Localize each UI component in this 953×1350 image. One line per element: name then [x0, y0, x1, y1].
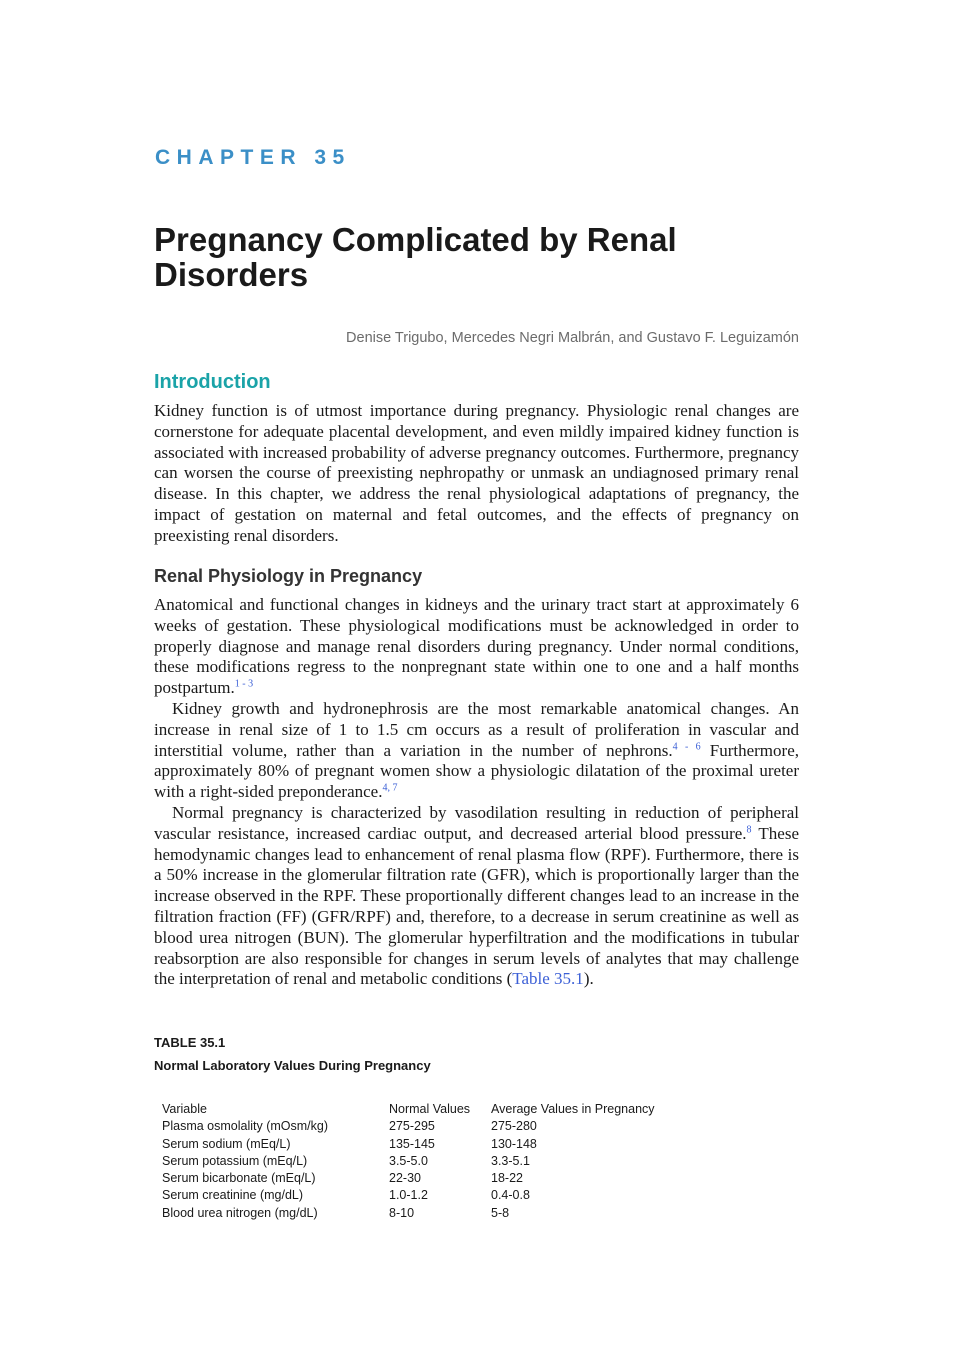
citation-link[interactable]: 1 - 3: [234, 678, 254, 690]
table-cell: 5-8: [491, 1205, 510, 1220]
introduction-heading: Introduction: [154, 371, 271, 393]
physiology-paragraph-1: [154, 595, 799, 699]
table-cell: Blood urea nitrogen (mg/dL): [162, 1205, 318, 1220]
authors-line: Denise Trigubo, Mercedes Negri Malbrán, and Gustavo F. Leguizamón: [346, 330, 799, 346]
introduction-paragraph: Kidney function is of utmost importance during pregnancy. Physiologic renal changes are cornerstone for adequate placental development, and even mildly impaired kidney function is associated with increased probability of adverse pregnancy outcomes. Furthermore, pregnancy can worsen the course of preexisting nephropathy or unmask an undiagnosed primary renal disease. In this chapter, we address the renal physiological adaptations of pregnancy, the impact of gestation on maternal and fetal outcomes, and the effects of pregnancy on preexisting renal disorders.: [154, 401, 799, 545]
table-cell: 8-10: [389, 1205, 415, 1220]
column-header: Normal Values: [389, 1102, 471, 1116]
table-cell: 135-145: [389, 1136, 435, 1151]
table-cell: Plasma osmolality (mOsm/kg): [162, 1119, 328, 1134]
paragraph-text: These hemodynamic changes lead to enhancement of renal plasma flow (RPF). Furthermore, there is a 50% increase in the glomerular filtration rate (GFR), which is proportionally larger than the increase observed in the RPF. These proportionally different changes lead to an increase in the filtration fraction (FF) (GFR/RPF) and, therefore, to a decrease in serum creatinine as well as blood urea nitrogen (BUN). The glomerular hyperfiltration and the modifications in tubular reabsorption are also responsible for changes in serum levels of analytes that may challenge the interpretation of renal and metabolic conditions (: [154, 823, 799, 989]
table-row: [162, 1206, 691, 1223]
physiology-paragraph-2: [154, 699, 799, 803]
table-header-row: [162, 1102, 691, 1119]
table-row: [162, 1119, 691, 1136]
table-cell: 22-30: [389, 1171, 421, 1186]
table-cell: Serum creatinine (mg/dL): [162, 1188, 304, 1203]
paragraph-text: Kidney growth and hydronephrosis are the most remarkable anatomical changes. An increase in renal size of 1 to 1.5 cm occurs as a result of proliferation in vascular and interstitial volume, rather than a variation in the number of nephrons.: [154, 699, 799, 760]
table-cell: Serum sodium (mEq/L): [162, 1136, 291, 1151]
table-cell: 3.5-5.0: [389, 1153, 428, 1168]
table-row: [162, 1171, 691, 1188]
paragraph-text: Anatomical and functional changes in kidneys and the urinary tract start at approximately 6 weeks of gestation. These physiological modifications must be acknowledged in order to properly diagnose and manage renal disorders during pregnancy. Under normal conditions, these modifications regress to the nonpregnant state within one to one and a half months postpartum.: [154, 595, 799, 698]
table-row: [162, 1154, 691, 1171]
table-cell: 3.3-5.1: [491, 1153, 530, 1168]
table-reference-link[interactable]: Table 35.1: [512, 969, 584, 989]
table-cell: Serum potassium (mEq/L): [162, 1153, 308, 1168]
column-header: Variable: [162, 1102, 207, 1116]
paragraph-text: Normal pregnancy is characterized by vasodilation resulting in reduction of peripheral vascular resistance, increased cardiac output, and decreased arterial blood pressure.: [154, 803, 799, 843]
lab-values-table: [162, 1102, 691, 1223]
physiology-paragraph-3: [154, 803, 799, 990]
table-cell: 130-148: [491, 1136, 537, 1151]
chapter-title: Pregnancy Complicated by Renal Disorders: [154, 221, 677, 293]
table-label: TABLE 35.1: [154, 1035, 226, 1050]
table-cell: 18-22: [491, 1171, 523, 1186]
table-cell: 275-295: [389, 1119, 435, 1134]
citation-link[interactable]: 8: [746, 824, 752, 836]
renal-physiology-heading: Renal Physiology in Pregnancy: [154, 566, 423, 586]
citation-link[interactable]: 4 - 6: [672, 740, 701, 752]
chapter-label: CHAPTER 35: [155, 146, 351, 169]
citation-link[interactable]: 4, 7: [382, 782, 398, 794]
paragraph-text: ).: [583, 969, 594, 989]
table-cell: 1.0-1.2: [389, 1188, 428, 1203]
table-row: [162, 1188, 691, 1205]
table-row: [162, 1137, 691, 1154]
column-header: Average Values in Pregnancy: [491, 1102, 655, 1116]
table-cell: Serum bicarbonate (mEq/L): [162, 1171, 316, 1186]
table-caption: Normal Laboratory Values During Pregnancy: [154, 1058, 431, 1073]
table-cell: 0.4-0.8: [491, 1188, 530, 1203]
table-cell: 275-280: [491, 1119, 537, 1134]
paragraph-text: Furthermore, approximately 80% of pregnant women show a physiologic dilatation of the proximal ureter with a right-sided preponderance.: [154, 740, 799, 802]
